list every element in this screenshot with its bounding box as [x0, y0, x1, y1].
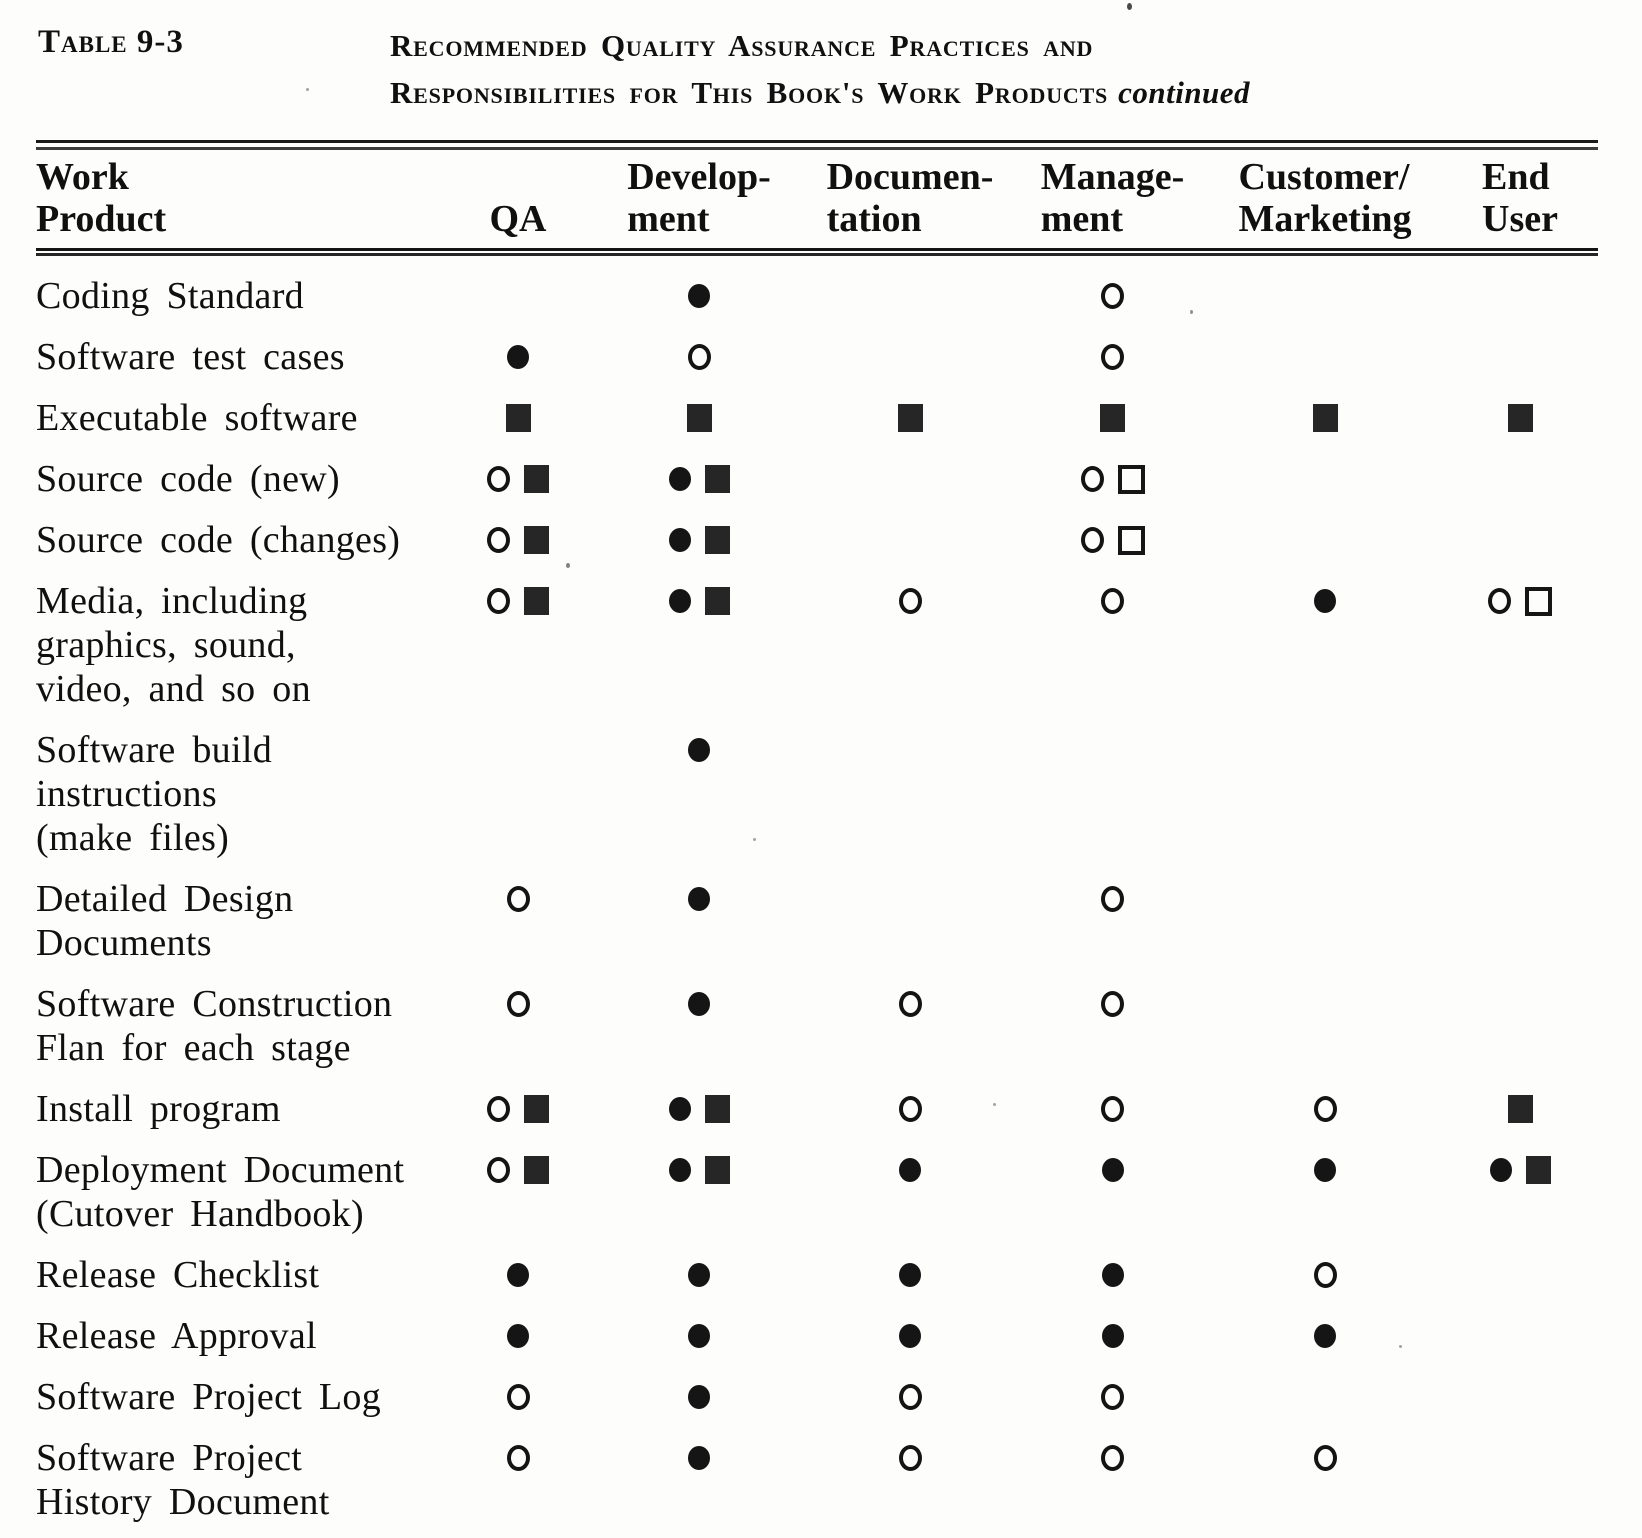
open-circle-symbol — [1314, 1096, 1337, 1122]
work-product-cell — [36, 1087, 448, 1131]
scan-speck — [306, 88, 309, 91]
symbol-cell-mgmt — [1010, 982, 1215, 1026]
open-square-symbol — [1118, 526, 1145, 555]
symbol-cell-mgmt — [1010, 1148, 1215, 1192]
work-product-line: History Document — [36, 1481, 330, 1523]
work-product-line: instructions — [36, 773, 217, 815]
symbol-cell-doc — [810, 1314, 1010, 1358]
symbol-cell-mgmt — [1010, 877, 1215, 921]
work-product-line: Flan for each stage — [36, 1027, 351, 1069]
column-header-text — [1482, 156, 1558, 240]
column-header-text — [627, 156, 771, 240]
filled-circle-symbol — [688, 887, 710, 911]
work-product-line: Deployment Document — [36, 1149, 405, 1191]
table-title-line-1: Recommended Quality Assurance Practices and — [390, 28, 1094, 63]
filled-square-symbol — [705, 1156, 730, 1184]
symbol-cell-doc — [810, 1375, 1010, 1419]
table-row — [36, 982, 1642, 1070]
column-header-cust — [1215, 156, 1435, 240]
symbol-cell-qa — [448, 1436, 588, 1480]
symbol-cell-dev — [588, 1375, 810, 1419]
filled-circle-symbol — [669, 1097, 691, 1121]
work-product-line: video, and so on — [36, 668, 311, 710]
open-circle-symbol — [899, 991, 922, 1017]
work-product-cell — [36, 579, 448, 711]
symbol-cell-dev — [588, 457, 810, 501]
scan-speck — [753, 838, 756, 841]
work-product-line: Software Project Log — [36, 1376, 382, 1418]
table-row — [36, 579, 1642, 711]
filled-square-symbol — [524, 587, 549, 615]
filled-circle-symbol — [688, 738, 710, 762]
filled-square-symbol — [1508, 404, 1533, 432]
work-product-cell — [36, 518, 448, 562]
column-header-line: QA — [489, 198, 547, 240]
table-title-continued: continued — [1118, 75, 1251, 110]
symbol-cell-dev — [588, 877, 810, 921]
table-title — [390, 22, 1250, 116]
column-header-text — [1041, 156, 1185, 240]
filled-circle-symbol — [669, 467, 691, 491]
table-row — [36, 728, 1642, 860]
symbol-cell-qa — [448, 518, 588, 562]
open-circle-symbol — [507, 886, 530, 912]
symbol-cell-mgmt — [1010, 579, 1215, 623]
symbol-cell-doc — [810, 1087, 1010, 1131]
scan-speck — [1127, 3, 1132, 10]
column-header-mgmt — [1010, 156, 1215, 240]
filled-circle-symbol — [899, 1263, 921, 1287]
open-circle-symbol — [1101, 1096, 1124, 1122]
table-row — [36, 1436, 1642, 1524]
work-product-cell — [36, 877, 448, 965]
symbol-cell-end — [1435, 1087, 1605, 1131]
filled-square-symbol — [1526, 1156, 1551, 1184]
open-circle-symbol — [899, 1445, 922, 1471]
work-product-line: Software Project — [36, 1437, 303, 1479]
column-header-line: Product — [36, 198, 167, 240]
filled-circle-symbol — [669, 589, 691, 613]
symbol-cell-mgmt — [1010, 1087, 1215, 1131]
work-product-line: Executable software — [36, 397, 358, 439]
open-circle-symbol — [1101, 283, 1124, 309]
open-circle-symbol — [1081, 466, 1104, 492]
symbol-cell-cust — [1215, 1436, 1435, 1480]
symbol-cell-dev — [588, 274, 810, 318]
open-circle-symbol — [487, 1096, 510, 1122]
symbol-cell-dev — [588, 396, 810, 440]
symbol-cell-qa — [448, 1148, 588, 1192]
column-header-line: Manage- — [1040, 156, 1185, 198]
open-circle-symbol — [1101, 588, 1124, 614]
column-header-line: Marketing — [1238, 198, 1412, 240]
work-product-line: Release Approval — [36, 1315, 317, 1357]
filled-square-symbol — [1100, 404, 1125, 432]
open-circle-symbol — [1314, 1445, 1337, 1471]
filled-circle-symbol — [899, 1158, 921, 1182]
table-caption — [0, 0, 1642, 120]
filled-square-symbol — [898, 404, 923, 432]
symbol-cell-dev — [588, 1314, 810, 1358]
symbol-cell-mgmt — [1010, 335, 1215, 379]
open-square-symbol — [1525, 587, 1552, 616]
filled-circle-symbol — [899, 1324, 921, 1348]
column-header-dev — [588, 156, 810, 240]
symbol-cell-cust — [1215, 1087, 1435, 1131]
filled-circle-symbol — [507, 345, 529, 369]
open-circle-symbol — [899, 1384, 922, 1410]
symbol-cell-qa — [448, 396, 588, 440]
open-circle-symbol — [487, 1157, 510, 1183]
work-product-line: Detailed Design — [36, 878, 294, 920]
top-double-rule — [36, 140, 1598, 150]
table-row — [36, 274, 1642, 318]
symbol-cell-dev — [588, 518, 810, 562]
column-header-line: ment — [627, 198, 710, 240]
filled-circle-symbol — [507, 1324, 529, 1348]
symbol-cell-doc — [810, 1148, 1010, 1192]
column-header-line: End — [1482, 156, 1550, 198]
symbol-cell-dev — [588, 1087, 810, 1131]
symbol-cell-qa — [448, 1375, 588, 1419]
filled-square-symbol — [687, 404, 712, 432]
work-product-line: Coding Standard — [36, 275, 304, 317]
filled-square-symbol — [524, 465, 549, 493]
symbol-cell-end — [1435, 1148, 1605, 1192]
table-row — [36, 1253, 1642, 1297]
symbol-cell-dev — [588, 335, 810, 379]
symbol-cell-dev — [588, 1148, 810, 1192]
column-header-work — [36, 156, 448, 240]
column-header-doc — [810, 156, 1010, 240]
header-bottom-rule — [36, 248, 1598, 256]
filled-circle-symbol — [669, 528, 691, 552]
symbol-cell-mgmt — [1010, 1253, 1215, 1297]
filled-circle-symbol — [688, 284, 710, 308]
work-product-line: (Cutover Handbook) — [36, 1193, 364, 1235]
table-row — [36, 1314, 1642, 1358]
filled-square-symbol — [524, 1095, 549, 1123]
column-header-line: ment — [1040, 198, 1124, 240]
symbol-cell-cust — [1215, 1253, 1435, 1297]
filled-circle-symbol — [688, 1385, 710, 1409]
open-circle-symbol — [1101, 1445, 1124, 1471]
column-header-qa — [448, 156, 588, 240]
filled-square-symbol — [524, 1156, 549, 1184]
filled-circle-symbol — [688, 1324, 710, 1348]
table-row — [36, 518, 1642, 562]
work-product-cell — [36, 1436, 448, 1524]
open-circle-symbol — [1101, 344, 1124, 370]
scan-speck — [566, 563, 570, 568]
column-header-line: Customer/ — [1238, 156, 1410, 198]
work-product-cell — [36, 335, 448, 379]
symbol-cell-doc — [810, 1253, 1010, 1297]
scan-speck — [993, 1103, 996, 1106]
table-row — [36, 1375, 1642, 1419]
open-circle-symbol — [1488, 588, 1511, 614]
table-title-line-2 — [390, 69, 1250, 116]
symbol-cell-cust — [1215, 396, 1435, 440]
column-header-end — [1435, 156, 1605, 240]
work-product-line: Release Checklist — [36, 1254, 320, 1296]
symbol-cell-mgmt — [1010, 1314, 1215, 1358]
work-product-cell — [36, 1314, 448, 1358]
column-header-text — [36, 156, 166, 240]
filled-square-symbol — [705, 1095, 730, 1123]
symbol-cell-mgmt — [1010, 274, 1215, 318]
filled-circle-symbol — [669, 1158, 691, 1182]
symbol-cell-cust — [1215, 579, 1435, 623]
symbol-cell-end — [1435, 396, 1605, 440]
symbol-cell-dev — [588, 728, 810, 772]
symbol-cell-qa — [448, 982, 588, 1026]
filled-circle-symbol — [1490, 1158, 1512, 1182]
symbol-cell-doc — [810, 579, 1010, 623]
work-product-line: Source code (new) — [36, 458, 340, 500]
open-circle-symbol — [899, 588, 922, 614]
symbol-cell-dev — [588, 1436, 810, 1480]
filled-circle-symbol — [1102, 1158, 1124, 1182]
work-product-cell — [36, 1253, 448, 1297]
work-product-cell — [36, 982, 448, 1070]
open-circle-symbol — [487, 588, 510, 614]
column-header-line: Develop- — [627, 156, 771, 198]
work-product-line: Media, including — [36, 580, 308, 622]
symbol-cell-mgmt — [1010, 1375, 1215, 1419]
table-title-line-2-text: Responsibilities for This Book's Work Products — [390, 75, 1109, 110]
column-header-text — [827, 156, 994, 240]
filled-square-symbol — [506, 404, 531, 432]
filled-square-symbol — [705, 526, 730, 554]
table-row — [36, 457, 1642, 501]
work-product-cell — [36, 1375, 448, 1419]
work-product-line: graphics, sound, — [36, 624, 296, 666]
open-circle-symbol — [487, 466, 510, 492]
filled-square-symbol — [1508, 1095, 1533, 1123]
symbol-cell-doc — [810, 1436, 1010, 1480]
open-circle-symbol — [507, 1384, 530, 1410]
work-product-cell — [36, 728, 448, 860]
symbol-cell-qa — [448, 579, 588, 623]
open-circle-symbol — [487, 527, 510, 553]
symbol-cell-dev — [588, 1253, 810, 1297]
symbol-cell-cust — [1215, 1148, 1435, 1192]
table-row — [36, 1148, 1642, 1236]
work-product-line: Documents — [36, 922, 212, 964]
symbol-cell-qa — [448, 877, 588, 921]
symbol-cell-cust — [1215, 1314, 1435, 1358]
symbol-cell-mgmt — [1010, 518, 1215, 562]
symbol-cell-qa — [448, 1253, 588, 1297]
work-product-cell — [36, 457, 448, 501]
table-row — [36, 877, 1642, 965]
filled-circle-symbol — [1102, 1324, 1124, 1348]
filled-circle-symbol — [688, 992, 710, 1016]
column-header-line: User — [1482, 198, 1558, 240]
column-header-text — [490, 198, 547, 240]
filled-square-symbol — [524, 526, 549, 554]
symbol-cell-mgmt — [1010, 1436, 1215, 1480]
filled-square-symbol — [705, 465, 730, 493]
filled-square-symbol — [705, 587, 730, 615]
symbol-cell-qa — [448, 335, 588, 379]
symbol-cell-end — [1435, 579, 1605, 623]
open-circle-symbol — [1101, 991, 1124, 1017]
table-body — [0, 274, 1642, 1524]
symbol-cell-doc — [810, 396, 1010, 440]
open-square-symbol — [1118, 465, 1145, 494]
open-circle-symbol — [507, 1445, 530, 1471]
open-circle-symbol — [899, 1096, 922, 1122]
filled-circle-symbol — [688, 1446, 710, 1470]
open-circle-symbol — [1101, 1384, 1124, 1410]
filled-circle-symbol — [507, 1263, 529, 1287]
work-product-cell — [36, 274, 448, 318]
table-row — [36, 396, 1642, 440]
filled-circle-symbol — [1314, 589, 1336, 613]
open-circle-symbol — [1081, 527, 1104, 553]
filled-circle-symbol — [688, 1263, 710, 1287]
table-header-row — [36, 156, 1642, 240]
filled-circle-symbol — [1314, 1324, 1336, 1348]
work-product-line: Install program — [36, 1088, 281, 1130]
column-header-line: Documen- — [826, 156, 994, 198]
symbol-cell-mgmt — [1010, 457, 1215, 501]
work-product-line: Software test cases — [36, 336, 345, 378]
column-header-line: tation — [826, 198, 922, 240]
table-row — [36, 1087, 1642, 1131]
symbol-cell-qa — [448, 1087, 588, 1131]
scan-speck — [1399, 1345, 1402, 1348]
symbol-cell-doc — [810, 982, 1010, 1026]
table-label: Table 9-3 — [38, 24, 184, 60]
work-product-cell — [36, 396, 448, 440]
work-product-line: (make files) — [36, 817, 230, 859]
column-header-text — [1238, 156, 1411, 240]
open-circle-symbol — [1101, 886, 1124, 912]
work-product-line: Source code (changes) — [36, 519, 401, 561]
column-header-line: Work — [36, 156, 129, 198]
filled-square-symbol — [1313, 404, 1338, 432]
open-circle-symbol — [507, 991, 530, 1017]
filled-circle-symbol — [1314, 1158, 1336, 1182]
work-product-line: Software build — [36, 729, 272, 771]
symbol-cell-qa — [448, 1314, 588, 1358]
work-product-line: Software Construction — [36, 983, 393, 1025]
scan-speck — [1190, 310, 1193, 314]
table-row — [36, 335, 1642, 379]
work-product-cell — [36, 1148, 448, 1236]
symbol-cell-mgmt — [1010, 396, 1215, 440]
open-circle-symbol — [688, 344, 711, 370]
symbol-cell-dev — [588, 982, 810, 1026]
open-circle-symbol — [1314, 1262, 1337, 1288]
symbol-cell-qa — [448, 457, 588, 501]
filled-circle-symbol — [1102, 1263, 1124, 1287]
symbol-cell-dev — [588, 579, 810, 623]
